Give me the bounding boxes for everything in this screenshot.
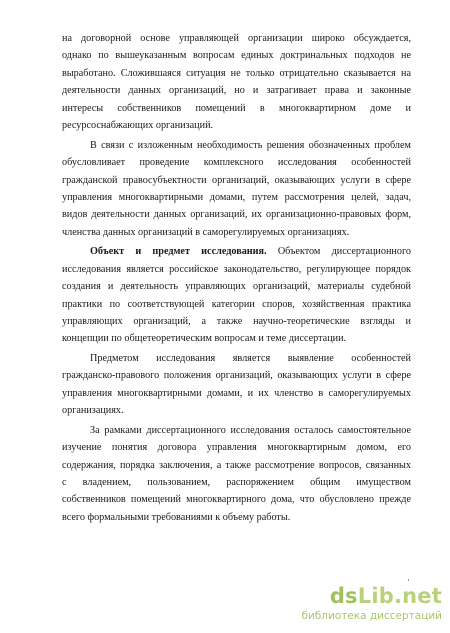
line-text: собственников помещений многоквартирного дома, что обусловлено прежде [62, 494, 411, 506]
line-text: однако по вышеуказанным вопросам единых доктринальных подходов не [62, 50, 411, 62]
text-line [62, 402, 411, 419]
document-body [62, 30, 411, 526]
line-text: исследования является российское законодательство, регулирующее порядок [62, 263, 411, 275]
line-text: создания и деятельность управляющих организаций, материалы судебной [62, 281, 411, 293]
paragraph [62, 350, 411, 420]
line-text: с владением, пользованием, распоряжением общим имуществом [62, 476, 411, 488]
text-line [62, 154, 411, 171]
line-text: управления многоквартирными домами, путем рассмотрения целей, задач, [62, 191, 411, 203]
text-line [62, 457, 411, 474]
line-text: изучение понятия договора управления многоквартирным домом, его [62, 442, 411, 454]
paragraph [62, 137, 411, 242]
text-line [62, 474, 411, 491]
line-text: организациях. [62, 405, 124, 417]
line-text: Предметом исследования является выявление особенностей [90, 352, 411, 364]
line-text: гражданской правосубъектности организаций, оказывающих услуги в сфере [62, 174, 411, 186]
text-line [62, 172, 411, 189]
line-text: обусловливает проведение комплексного исследования особенностей [62, 157, 411, 169]
text-line [62, 313, 411, 330]
line-text: на договорной основе управляющей организации широко обсуждается, [62, 33, 411, 44]
text-line [62, 137, 411, 154]
text-line [62, 350, 411, 367]
line-text: ресурсоснабжающих организаций. [62, 120, 214, 132]
text-line [62, 491, 411, 508]
line-text: Объектом диссертационного [266, 246, 411, 258]
text-line [62, 243, 411, 260]
text-line [62, 206, 411, 223]
line-text: членства данных организаций в саморегулируемых организациях. [62, 226, 350, 238]
line-text: видов деятельности данных организаций, их организационно-правовых форм, [62, 209, 411, 221]
text-line [62, 261, 411, 278]
text-line [62, 117, 411, 134]
text-line [62, 189, 411, 206]
text-line [62, 296, 411, 313]
line-text: управляющих организаций, а также научно-теоретические взгляды и [62, 316, 411, 327]
page-mark: · [407, 576, 410, 586]
line-text: практики по соответствующей категории споров, хозяйственная практика [62, 298, 411, 310]
line-text: За рамками диссертационного исследования осталось самостоятельное [90, 424, 411, 436]
text-line [62, 509, 411, 526]
watermark-logo-rest: Lib.net [357, 584, 442, 608]
text-line [62, 278, 411, 295]
text-line [62, 367, 411, 384]
paragraph [62, 243, 411, 348]
text-line [62, 330, 411, 347]
line-text: содержания, порядка заключения, а также рассмотрение вопросов, связанных [62, 459, 411, 471]
line-text: всего формальными требованиями к объему работы. [62, 511, 291, 523]
paragraph [62, 422, 411, 527]
text-line [62, 422, 411, 439]
watermark [294, 584, 444, 628]
line-text: управления многоквартирными домами, и их членство в саморегулируемых [62, 387, 411, 399]
watermark-subtitle: библиотека диссертаций [301, 610, 442, 622]
text-line [62, 65, 411, 82]
line-text: В связи с изложенным необходимость решения обозначенных проблем [90, 139, 411, 151]
bold-heading: Объект и предмет исследования. [90, 246, 267, 258]
line-text: концепции по общетеоретическим вопросам и теме диссертации. [62, 333, 347, 345]
line-text: выработано. Сложившаяся ситуация не только отрицательно сказывается на [62, 67, 411, 79]
line-text: интересы собственников помещений в многоквартирном доме и [62, 102, 411, 114]
text-line [62, 439, 411, 456]
text-line [62, 224, 411, 241]
text-line [62, 385, 411, 402]
text-line [62, 30, 411, 47]
watermark-logo-prefix: ds [329, 584, 358, 608]
paragraph [62, 30, 411, 135]
text-line [62, 47, 411, 64]
line-text: деятельности данных организаций, но и затрагивает права и законные [62, 85, 411, 97]
text-line [62, 100, 411, 117]
text-line [62, 82, 411, 99]
line-text: гражданско-правового положения организаций, оказывающих услуги в сфере [62, 370, 411, 382]
watermark-logo [330, 584, 442, 608]
